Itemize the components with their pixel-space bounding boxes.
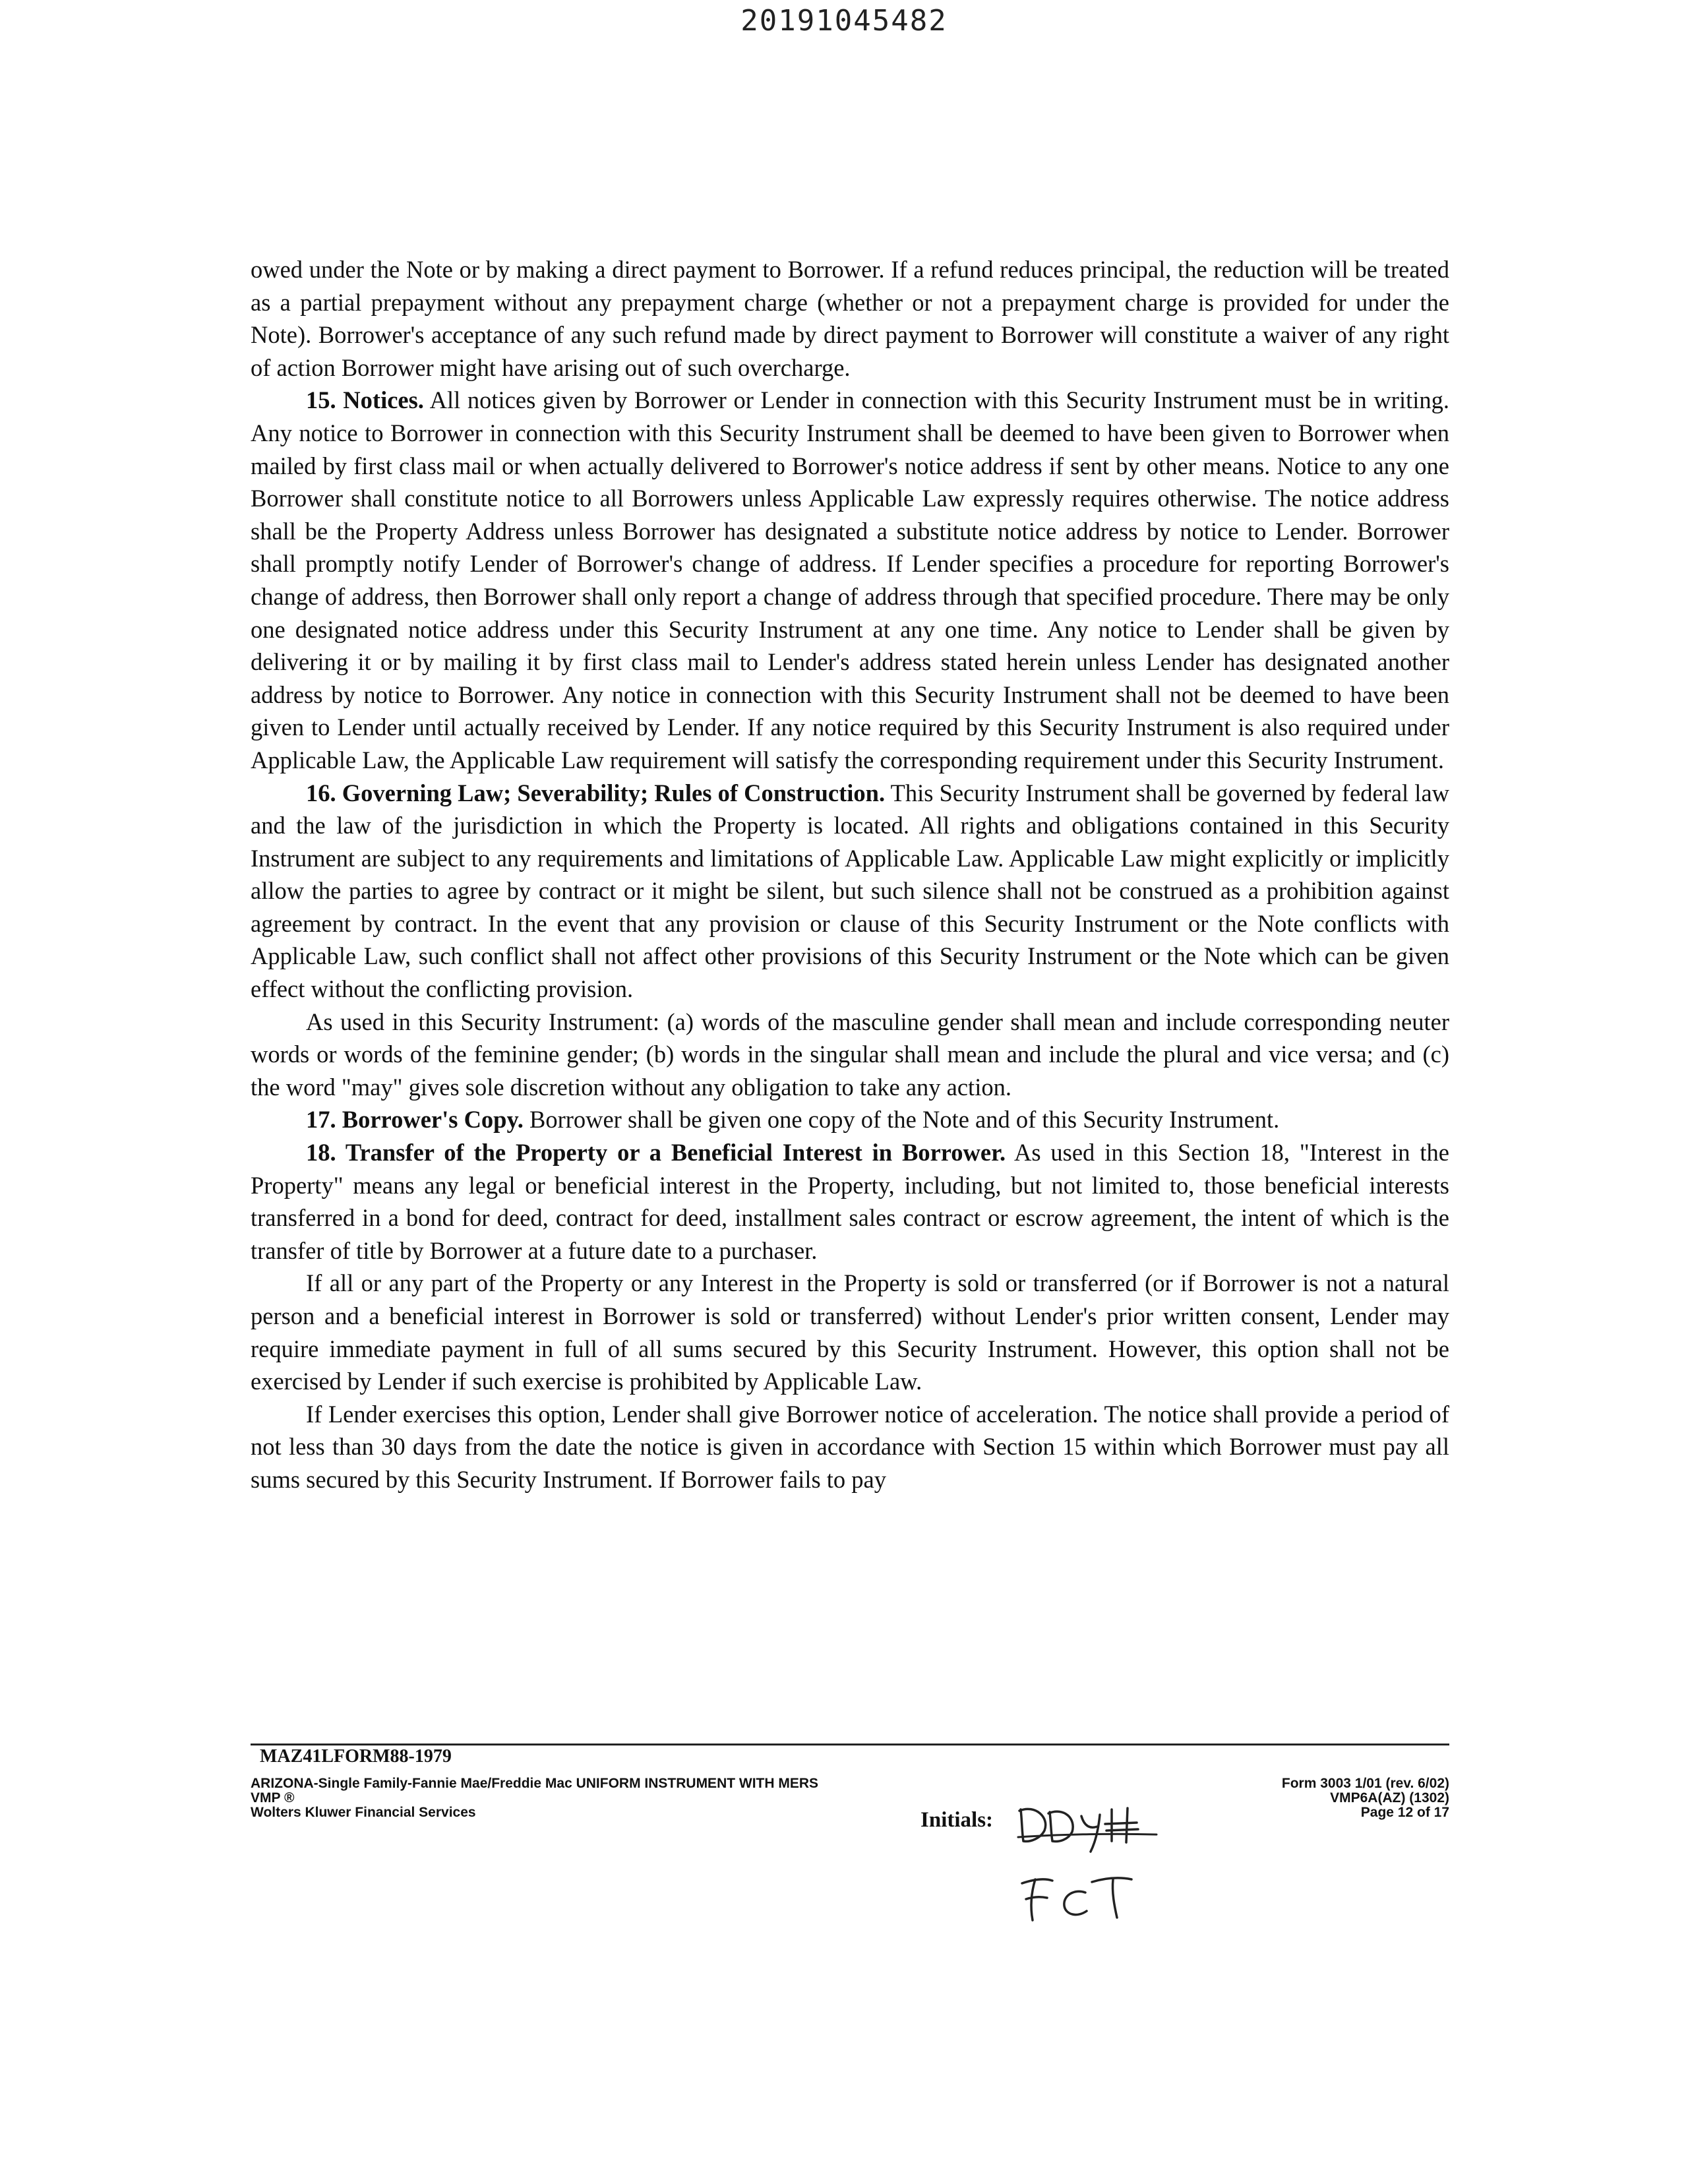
document-number: 20191045482: [740, 4, 948, 38]
footer-form-info: [1282, 1776, 1449, 1820]
footer-vmp-code: VMP6A(AZ) (1302): [1330, 1790, 1449, 1805]
initials-label: Initials:: [920, 1808, 994, 1832]
paragraph-text: This Security Instrument shall be governed by federal law and the law of the jurisdiction in which the Property is located. All rights and obligations contained in this Security Instrument are subject to any requirements and limitations of Applicable Law. Applicable Law might explicitly or implicitly allow the parties to agree by contract or it might be silent, but such silence shall not be construed as a prohibition against agreement by contract. In the event that any provision or clause of this Security Instrument or the Note conflicts with Applicable Law, such conflict shall not affect other provisions of this Security Instrument or the Note which can be given effect without the conflicting provision.: [251, 779, 1450, 1003]
paragraph-text: Borrower shall be given one copy of the Note and of this Security Instrument.: [523, 1106, 1280, 1134]
footer-vmp-mark: VMP ®: [251, 1790, 295, 1805]
section-heading: 16. Governing Law; Severability; Rules of Construction.: [306, 779, 886, 806]
paragraph-text: As used in this Section 18, "Interest in the Property" means any legal or beneficial interest in the Property, including, but not limited to, those beneficial interests transferred in a bond for deed, contract for deed, installment sales contract or escrow agreement, the intent of which is the transfer of title by Borrower at a future date to a purchaser.: [251, 1139, 1449, 1264]
section-18-transfer: [251, 1136, 1449, 1267]
footer-divider: [251, 1744, 1449, 1745]
paragraph-continuation: [251, 253, 1449, 384]
paragraph-text: All notices given by Borrower or Lender in connection with this Security Instrument must be in writing. Any notice to Borrower in connection with this Security Instrument shall be deemed to have been given to Borrower when mailed by first class mail or when actually delivered to Borrower's notice address if sent by other means. Notice to any one Borrower shall constitute notice to all Borrowers unless Applicable Law expressly requires otherwise. The notice address shall be the Property Address unless Borrower has designated a substitute notice address by notice to Lender. Borrower shall promptly notify Lender of Borrower's change of address. If Lender specifies a procedure for reporting Borrower's change of address, then Borrower shall only report a change of address through that specified procedure. There may be only one designated notice address under this Security Instrument at any one time. Any notice to Lender shall be given by delivering it or by mailing it by first class mail to Lender's address stated herein unless Lender has designated another address by notice to Borrower. Any notice in connection with this Security Instrument shall not be deemed to have been given to Lender until actually received by Lender. If any notice required by this Security Instrument is also required under Applicable Law, the Applicable Law requirement will satisfy the corresponding requirement under this Security Instrument.: [251, 386, 1449, 774]
section-18-acceleration: [251, 1398, 1449, 1496]
section-16-definitions: [251, 1006, 1449, 1104]
footer-form-description: [251, 1776, 818, 1820]
section-17-borrowers-copy: [251, 1103, 1449, 1136]
page-number: Page 12 of 17: [1360, 1805, 1449, 1820]
paragraph-text: As used in this Security Instrument: (a) words of the masculine gender shall mean and include corresponding neuter words or words of the feminine gender; (b) words in the singular shall mean and include the plural and vice versa; and (c) the word "may" gives sole discretion without any obligation to take any action.: [251, 1008, 1449, 1101]
initials-signature-2: [1015, 1866, 1134, 1926]
paragraph-text: If all or any part of the Property or any Interest in the Property is sold or transferred (or if Borrower is not a natural person and a beneficial interest in Borrower is sold or transferred) without Lender's prior written consent, Lender may require immediate payment in full of all sums secured by this Security Instrument. However, this option shall not be exercised by Lender if such exercise is prohibited by Applicable Law.: [251, 1269, 1449, 1395]
footer-publisher: Wolters Kluwer Financial Services: [251, 1805, 476, 1820]
footer-form-number: Form 3003 1/01 (rev. 6/02): [1281, 1776, 1449, 1791]
section-heading: 17. Borrower's Copy.: [306, 1106, 524, 1134]
section-16-governing-law: [251, 777, 1449, 1006]
paragraph-text: owed under the Note or by making a direct payment to Borrower. If a refund reduces principal, the reduction will be treated as a partial prepayment without any prepayment charge (whether or not a prepayment charge is provided for under the Note). Borrower's acceptance of any such refund made by direct payment to Borrower will constitute a waiver of any right of action Borrower might have arising out of such overcharge.: [251, 256, 1449, 381]
footer-form-title: ARIZONA-Single Family-Fannie Mae/Freddie Mac UNIFORM INSTRUMENT WITH MERS: [251, 1776, 819, 1791]
section-heading: 18. Transfer of the Property or a Beneficial Interest in Borrower.: [306, 1139, 1006, 1167]
section-15-notices: [251, 384, 1449, 776]
section-heading: 15. Notices.: [306, 386, 424, 414]
initials-signature-1: [1015, 1795, 1160, 1854]
document-body: [251, 253, 1449, 1496]
paragraph-text: If Lender exercises this option, Lender shall give Borrower notice of acceleration. The notice shall provide a period of not less than 30 days from the date the notice is given in accordance with Section 15 within which Borrower must pay all sums secured by this Security Instrument. If Borrower fails to pay: [251, 1400, 1449, 1493]
section-18-sale-clause: [251, 1267, 1449, 1397]
form-code: MAZ41LFORM88-1979: [260, 1746, 452, 1767]
